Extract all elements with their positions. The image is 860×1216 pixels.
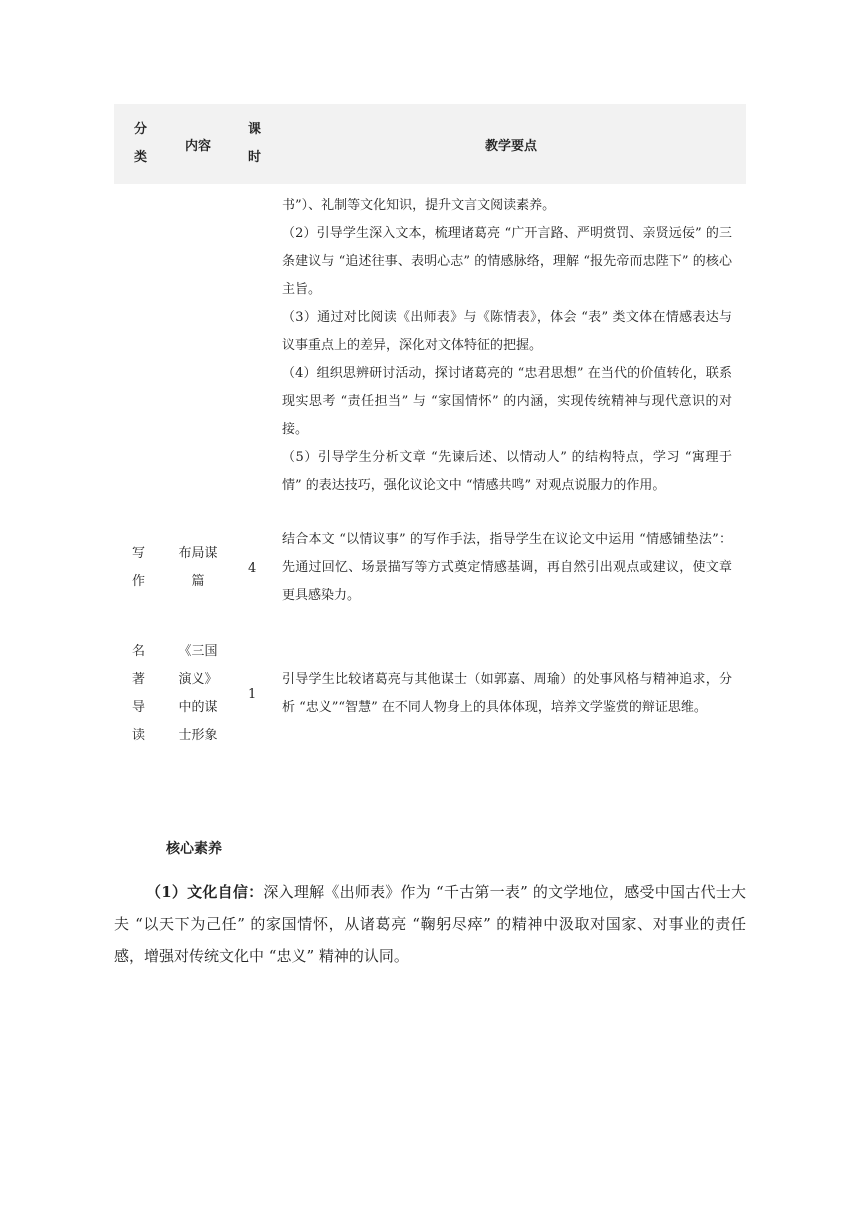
- point-paragraph: 结合本文 “以情议事” 的写作手法，指导学生在议论文中运用 “情感铺垫法”：先通过回忆、场景描写等方式奠定情感基调，再自然引出观点或建议，使文章更具感染力。: [282, 532, 732, 603]
- hours-cell: 4: [248, 560, 257, 576]
- category-cell: 写 作: [132, 546, 146, 589]
- header-category: 分 类: [114, 104, 160, 184]
- point-paragraph: （3）通过对比阅读《出师表》与《陈情表》，体会 “表” 类文体在情感表达与议事重点上的差异，深化对文体特征的把握。: [282, 310, 732, 353]
- header-content: 内容: [160, 104, 236, 184]
- core-literacy-section: [114, 836, 746, 972]
- hours-cell: 1: [248, 686, 257, 702]
- table-row-writing: [114, 518, 746, 630]
- content-cell: 布局谋 篇: [178, 546, 218, 589]
- category-cell: 名 著 导 读: [132, 644, 146, 743]
- point-paragraph: 书”）、礼制等文化知识，提升文言文阅读素养。: [282, 198, 556, 213]
- section-title: 核心素养: [166, 841, 222, 857]
- table-header: [114, 104, 746, 184]
- points-cell: [276, 518, 746, 630]
- teaching-plan-table: [114, 104, 746, 750]
- table-row-classics: [114, 630, 746, 750]
- core-literacy-paragraph: [114, 876, 746, 972]
- item-text: 深入理解《出师表》作为 “千古第一表” 的文学地位，感受中国古代士大夫 “以天下为己任” 的家国情怀，从诸葛亮 “鞠躬尽瘁” 的精神中汲取对国家、对事业的责任感，增强对传统文化中 “忠义” 精神的认同。: [114, 883, 746, 965]
- point-paragraph: （4）组织思辨研讨活动，探讨诸葛亮的 “忠君思想” 在当代的价值转化，联系现实思考 “责任担当” 与 “家国情怀” 的内涵，实现传统精神与现代意识的对接。: [282, 366, 732, 437]
- table-row-continued: [114, 184, 746, 518]
- header-hours: 课 时: [236, 104, 276, 184]
- point-paragraph: （2）引导学生深入文本，梳理诸葛亮 “广开言路、严明赏罚、亲贤远佞” 的三条建议与 “追述往事、表明心志” 的情感脉络，理解 “报先帝而忠陛下” 的核心主旨。: [282, 226, 732, 297]
- point-paragraph: 引导学生比较诸葛亮与其他谋士（如郭嘉、周瑜）的处事风格与精神追求，分析 “忠义”“智慧” 在不同人物身上的具体体现，培养文学鉴赏的辩证思维。: [282, 672, 732, 715]
- point-paragraph: （5）引导学生分析文章 “先谏后述、以情动人” 的结构特点，学习 “寓理于情” 的表达技巧，强化议论文中 “情感共鸣” 对观点说服力的作用。: [282, 450, 732, 493]
- item-label: （1）文化自信：: [146, 883, 264, 901]
- points-cell: [276, 630, 746, 750]
- points-cell: [276, 184, 746, 518]
- header-points: 教学要点: [276, 104, 746, 184]
- content-cell: 《三国 演义》 中的谋 士形象: [178, 644, 218, 743]
